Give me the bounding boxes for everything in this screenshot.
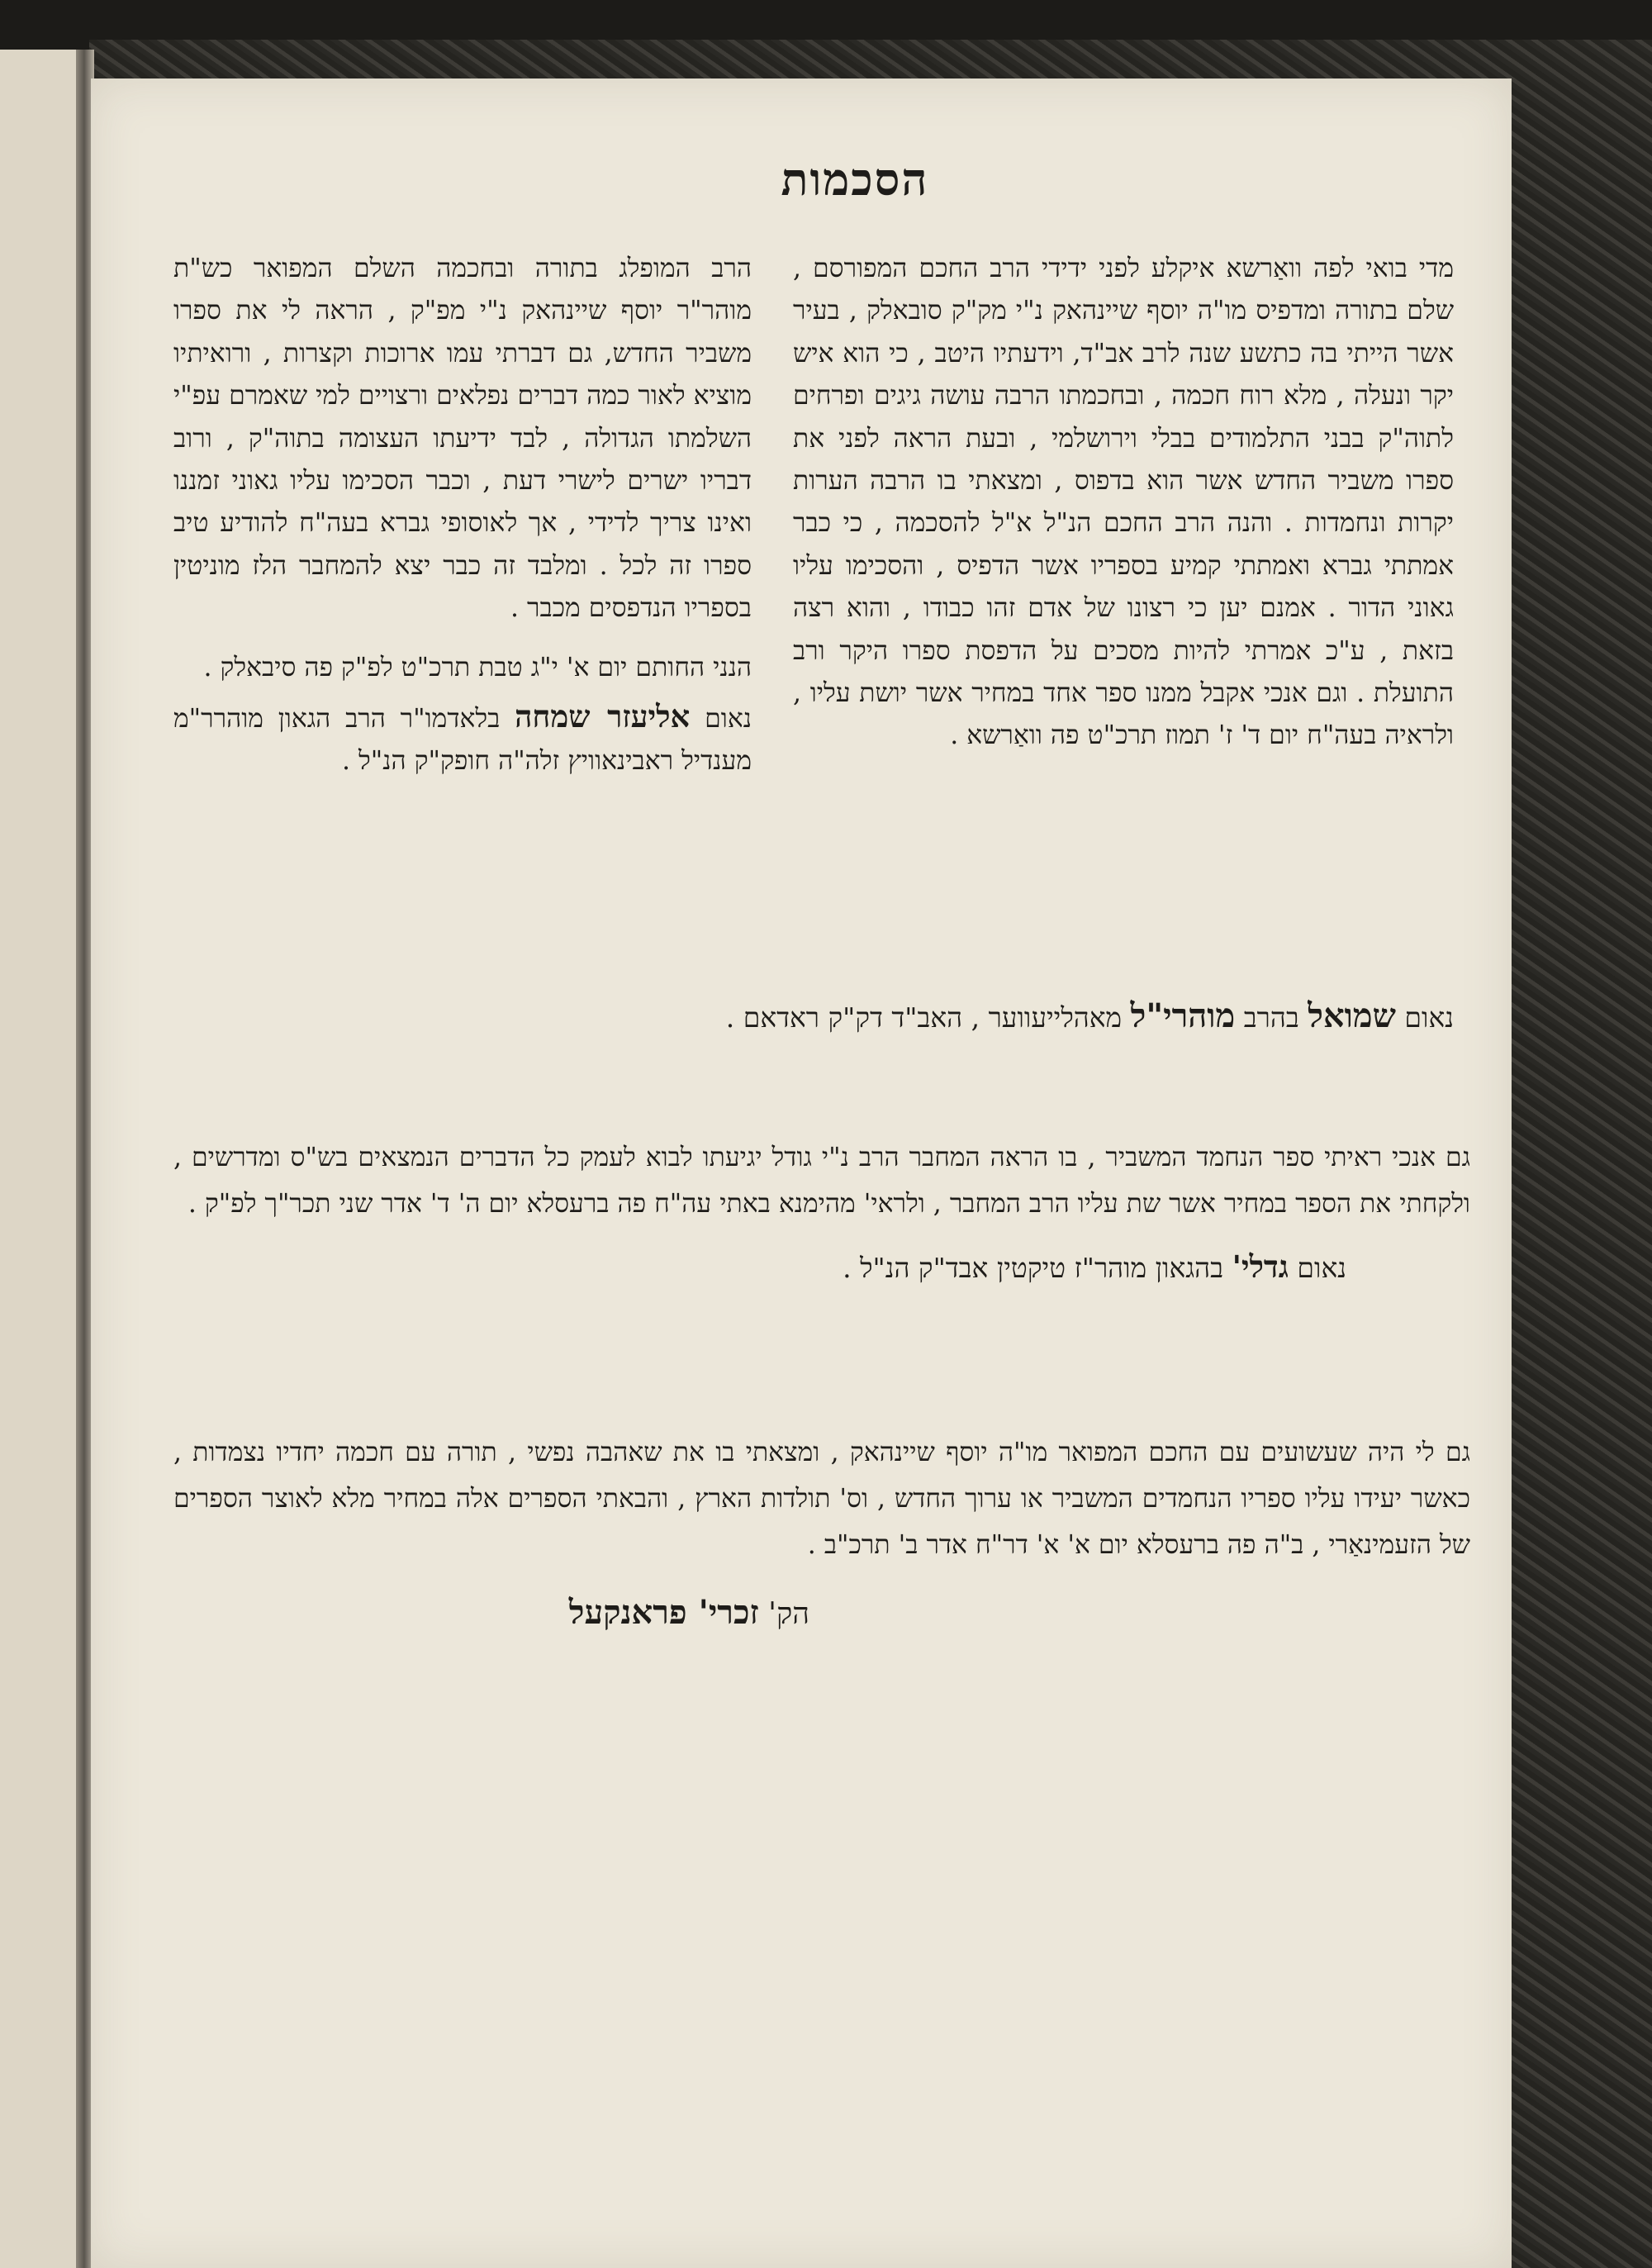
approval-signature [206,996,1454,1039]
approval-column-right [793,248,1454,758]
approval-block [173,1134,1470,1291]
signer-name: זכרי' פראנקעל [568,1593,759,1632]
approval-text: גם אנכי ראיתי ספר הנחמד המשביר , בו הראה המחבר הרב נ"י גודל יגיעתו לבוא לעמק כל הדברים הנמצאים בש"ס ומדרשים , ולקחתי את הספר במחיר אשר שת עליו הרב המחבר , ולראי' מהימנא באתי עה"ח פה ברעסלא יום ה' ד' אדר שני תכר"ך לפ"ק . [173,1143,1470,1219]
page-title: הסכמות [781,153,929,206]
document-page [91,78,1512,2268]
approval-text: גם לי היה שעשועים עם החכם המפואר מו"ה יוסף שיינהאק , ומצאתי בו את שאהבה נפשי , תורה עם חכמה יחדיו נצמדות , כאשר יעידו עליו ספריו הנחמדים המשביר או ערוך החדש , וס' תולדות הארץ , והבאתי הספרים אלה במחיר מלא לאוצר הספרים של הזעמינאַרי , ב"ה פה ברעסלא יום א' א' דר"ח אדר ב' תרכ"ב . [173,1438,1470,1560]
signer-name: גדלי' [1232,1248,1289,1285]
signature-prefix: הק' [768,1597,809,1631]
approval-column-left [173,248,752,783]
signature-prefix: נאום [1404,1001,1454,1034]
approval-signature [173,696,752,783]
signature-prefix: נאום [1297,1252,1346,1284]
approval-date: הנני החותם יום א' י"ג טבת תרכ"ט לפ"ק פה סיבאלק . [203,652,752,682]
signature-title: מאהלייעווער , האב"ד דק"ק ראדאם . [725,1001,1123,1034]
approval-text: מדי בואי לפה וואַרשא איקלע לפני ידידי הרב החכם המפורסם , שלם בתורה ומדפיס מו"ה יוסף שיינהאק נ"י מק"ק סובאלק , בעיר אשר הייתי בה כתשע שנה לרב אב"ד, וידעתיו היטב , כי הוא איש יקר ונעלה , מלא רוח חכמה , ובחכמתו הרבה עושה גיגים ופרחים לתוה"ק בבני התלמודים בבלי וירושלמי , ובעת הראה לפני את ספרו משביר החדש אשר הוא בדפוס , ומצאתי בו הרבה הערות יקרות ונחמדות . והנה הרב החכם הנ"ל א"ל להסכמה , כי כבר אמתתי גברא ואמתתי קמיע בספריו אשר הדפיס , והסכימו עליו גאוני הדור . אמנם יען כי רצונו של אדם זהו כבודו , והוא רצה בזאת , ע"כ אמרתי להיות מסכים על הדפסת ספרו היקר ורב התועלת . וגם אנכי אקבל ממנו ספר אחד במחיר אשר יושת עליו , ולראיה בעה"ח יום ד' ז' תמוז תרכ"ט פה וואַרשא . [793,254,1454,751]
signer-name: שמואל [1308,996,1396,1035]
approval-signature [173,1243,1346,1291]
signature-connector: בהרב [1243,1001,1299,1034]
signature-title: בהגאון מוהר"ז טיקטין אבד"ק הנ"ל . [843,1252,1224,1284]
signer-father-name: מוהרי"ל [1130,996,1236,1035]
signer-name: אליעזר שמחה [515,698,691,735]
approval-signature [173,1590,809,1638]
approval-text: הרב המופלג בתורה ובחכמה השלם המפואר כש"ת מוהר"ר יוסף שיינהאק נ"י מפ"ק , הראה לי את ספרו משביר החדש, גם דברתי עמו ארוכות וקצרות , ורואיתיו מוציא לאור כמה דברים נפלאים ורצויים למי שאמרם עפ"י השלמתו הגדולה , לבד ידיעתו העצומה בתוה"ק , ורוב דבריו ישרים לישרי דעת , וכבר הסכימו עליו גאוני זמננו ואינו צריך לדידי , אך לאוסופי גברא בעה"ח להודיע טיב ספרו זה לכל . ומלבד זה כבר יצא להמחבר הלז מוניטין בספריו הנדפסים מכבר . [173,254,752,624]
signature-title: בלאדמו"ר הרב הגאון מוהרר"מ מענדיל ראבינאוויץ זלה"ה חופק"ק הנ"ל . [173,704,752,777]
approval-block [173,1429,1470,1638]
signature-prefix: נאום [705,704,752,735]
